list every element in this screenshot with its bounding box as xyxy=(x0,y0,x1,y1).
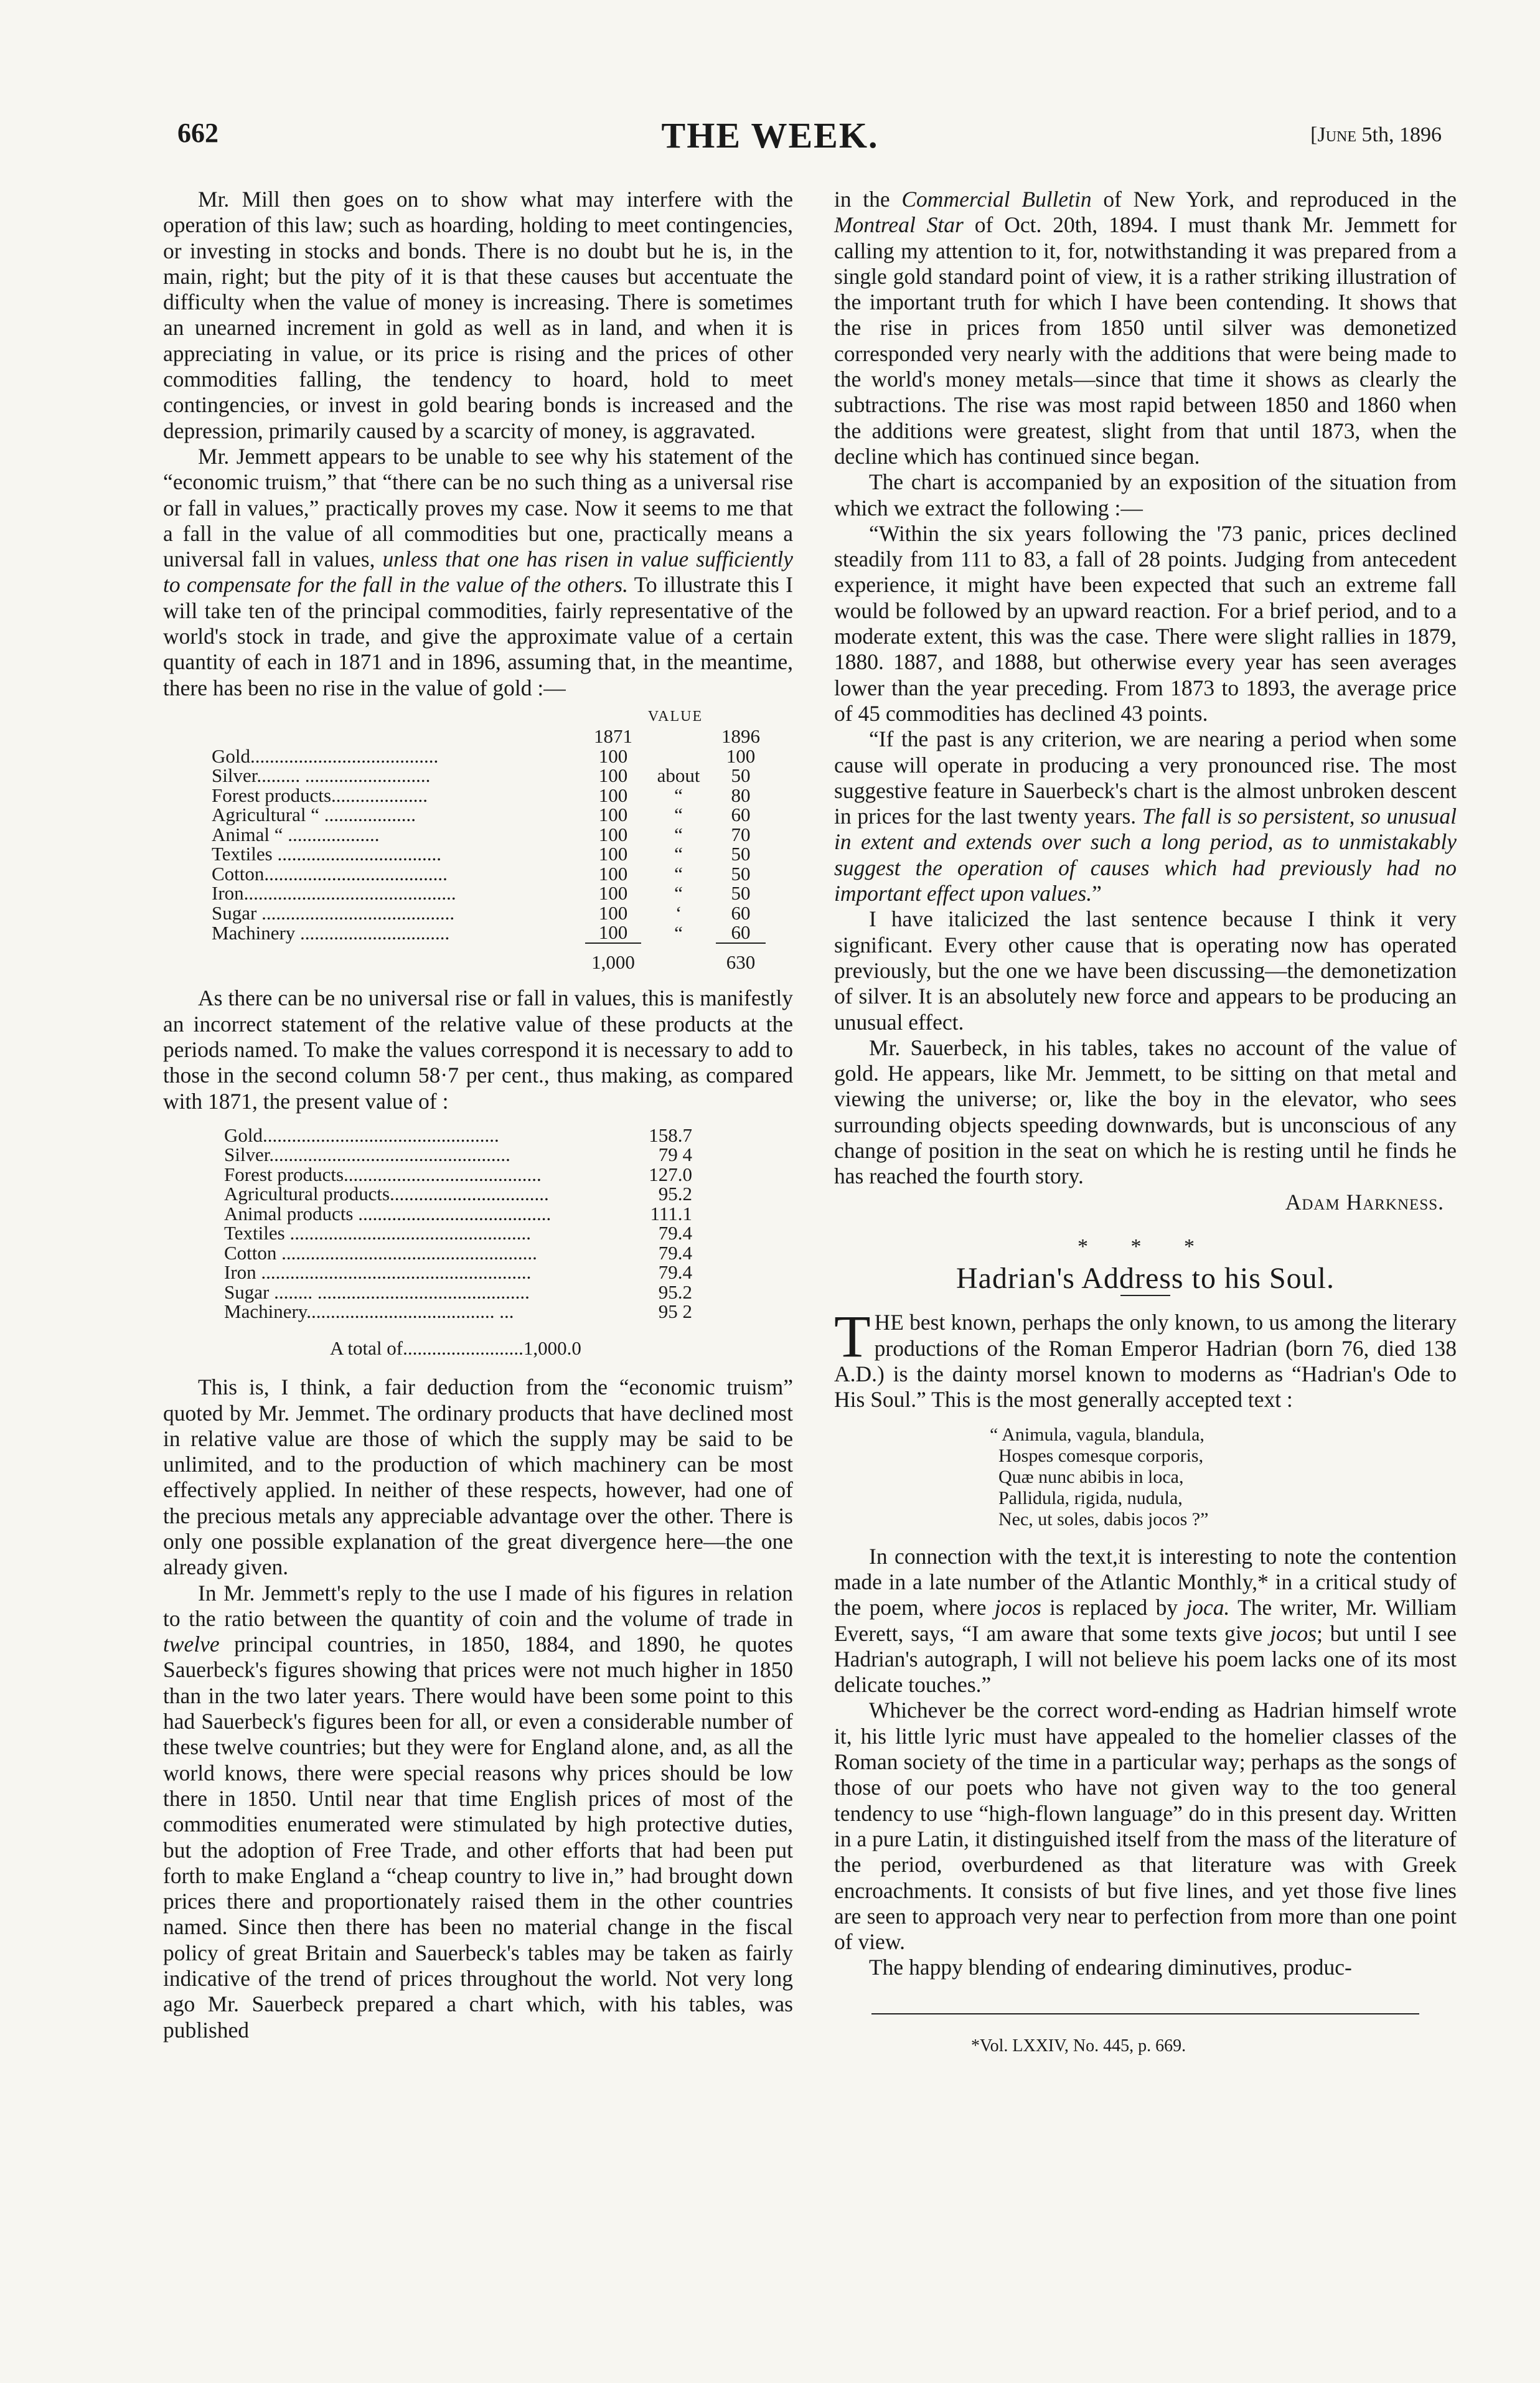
quote-2-text-a: “If the past is any criterion, we are nearing a period when some cause will operate in producing a very pronounced rise. The most suggestive feature in Sauerbeck's chart is the almost unbroken descent in prices for the last twenty years. xyxy=(834,726,1457,829)
left-paragraph-1: Mr. Mill then goes on to show what may interfere with the operation of this law; such as hoarding, holding to meet contingencies, or investing in stocks and bonds. There is no doubt but he is, in the main, right; but the pity of it is that these causes but accentuate the difficulty when the value of money is increasing. There is sometimes an unearned increment in gold as well as in land, and when it is appreciating in value, or its price is rising and the prices of other commodities falling, the tendency to hoard, hold to meet contingencies, or invest in gold bearing bonds is increased and the depression, primarily caused by a scarcity of money, is aggravated. xyxy=(163,187,793,443)
quote-paragraph-1: “Within the six years following the '73 panic, prices declined steadily from 111 to 83, a fall of 28 points. Judging from antecedent experience, it might have been expected that such an extreme fall would be followed by an upward reaction. For a brief period, and to a moderate extent, this was the case. There were slight rallies in 1879, 1880. 1887, and 1888, but otherwise every year has seen averages lower than the year preceding. From 1873 to 1893, the average price of 45 commodities has declined 43 points. xyxy=(834,520,1457,726)
table-row: Sugar ........................................ 100 ‘ 60 xyxy=(212,901,751,924)
poem-line: Nec, ut soles, dabis jocos ?” xyxy=(998,1508,1209,1530)
table-row: Textiles .................................. 100 “ 50 xyxy=(212,843,751,865)
table-row: Textiles .................................................. 79.4 xyxy=(224,1222,692,1244)
right-p1-text-c: of Oct. 20th, 1894. I must thank Mr. Jemmett for calling my attention to it, for, notwithstanding it was prepared from a single gold standard point of view, it is a rather striking illustration of the important truth for which I have been contending. It shows that the rise in prices from 1850 until silver was demonetized corresponded very nearly with the additions that were being made to the world's money metals—since that time it shows as clearly the subtractions. The rise was most rapid between 1850 and 1860 when the additions were greatest, slight from that until 1873, when the decline which has continued since began. xyxy=(834,212,1457,469)
right-paragraph-3: I have italicized the last sentence because I think it very significant. Every other cause that is operating now has operated previously, but the one we have been discussing—the demonetization of silver. It is an absolutely new force and appears to be producing an unusual effect. xyxy=(834,906,1457,1035)
dateline-bracket: [ xyxy=(1310,123,1318,146)
article-p1-text: HE best known, perhaps the only known, to us among the literary productions of the Roman Emperor Hadrian (born 76, died 138 A.D.) is the dainty morsel known to moderns as “Hadrian's Ode to His Soul.” This is the most generally accepted text : xyxy=(834,1310,1457,1412)
page-header xyxy=(0,117,1540,167)
present-value-table xyxy=(224,1126,692,1322)
right-p1-italic-2: Montreal Star xyxy=(834,212,964,238)
footnote: *Vol. LXXIV, No. 445, p. 669. xyxy=(971,2036,1186,2056)
right-paragraph-1 xyxy=(834,187,1457,469)
dateline-month: June xyxy=(1317,123,1357,146)
table-row: Sugar ........ ............................................ 95.2 xyxy=(224,1281,692,1303)
section-separator: * * * xyxy=(1078,1234,1213,1258)
present-total: A total of.........................1,000.0 xyxy=(330,1337,581,1359)
table-row: Animal “ ................... 100 “ 70 xyxy=(212,823,751,845)
drop-cap: T xyxy=(834,1303,871,1370)
poem-line: Quæ nunc abibis in loca, xyxy=(998,1466,1184,1487)
article-p2-text-c: The writer, Mr. William Everett, says, “I am aware that some texts give xyxy=(834,1595,1457,1646)
total-1896: 630 xyxy=(716,943,766,972)
left-p5-text-a: In Mr. Jemmett's reply to the use I made of his figures in relation to the ratio between the quantity of coin and the volume of trade in xyxy=(163,1580,793,1631)
page-number: 662 xyxy=(177,118,218,148)
article-paragraph-4: The happy blending of endearing diminutives, produc- xyxy=(869,1955,1352,1980)
left-paragraph-4: This is, I think, a fair deduction from the “economic truism” quoted by Mr. Jemmet. The ordinary products that have declined most in relative value are those of which the supply may be said to be unlimited, and to the production of which machinery can be most effectively applied. In neither of these respects, however, had one of the precious metals any appreciable advantage over the other. There is only one possible explanation of the great divergence here—the one already given. xyxy=(163,1375,793,1580)
article-title: Hadrian's Address to his Soul. xyxy=(956,1262,1335,1295)
total-1871: 1,000 xyxy=(585,943,641,972)
article-p2-italic-2: joca. xyxy=(1186,1595,1230,1620)
poem-line: Hospes comesque corporis, xyxy=(998,1445,1204,1466)
article-paragraph-1 xyxy=(834,1303,1457,1412)
dateline-rest: 5th, 1896 xyxy=(1356,123,1442,146)
dateline xyxy=(1310,123,1442,147)
left-p5-text-b: principal countries, in 1850, 1884, and 1890, he quotes Sauerbeck's figures showing that prices were not much higher in 1850 than in the two later years. There would have been some point to this had Sauerbeck's figures been for all, or even a considerable number of these twelve countries; but they were for England alone, and, as all the world knows, there were special reasons why prices should be low there in 1850. Until near that time English prices of most of the commodities enumerated were stimulated by high protective duties, but the adoption of Free Trade, and other efforts that had been put forth to make England a “cheap country to live in,” had brought down prices there and proportionately raised them in the other countries named. Since then there has been no material change in the fiscal policy of great Britain and Sauerbeck's tables may be taken as fairly indicative of the trend of prices throughout the world. Not very long ago Mr. Sauerbeck prepared a chart which, with his tables, was published xyxy=(163,1632,793,2042)
right-column xyxy=(834,187,1457,2059)
poem-line: Pallidula, rigida, nudula, xyxy=(998,1487,1183,1508)
quote-2-italic: The fall is so persistent, so unusual in extent and extends over such a long period, as to unmistakably suggest the operation of causes which had previously had no important effect upon values. xyxy=(834,804,1457,906)
article-p2-italic-1: jocos xyxy=(994,1595,1041,1620)
latin-poem xyxy=(990,1424,1457,1530)
table-row: Forest products.................... 100 “ 80 xyxy=(212,784,751,806)
article-p2-italic-3: jocos xyxy=(1270,1620,1317,1646)
right-p1-italic-1: Commercial Bulletin xyxy=(901,187,1092,212)
table-row: Agricultural “ ................... 100 “ 60 xyxy=(212,804,751,826)
right-paragraph-2: The chart is accompanied by an exposition of the situation from which we extract the following :— xyxy=(834,469,1457,520)
quote-2-text-b: ” xyxy=(1092,881,1102,906)
article-p2-text-a: In connection with the text,it is interesting to note the contention made in a late number of the Atlantic Monthly,* in a critical study of the poem, where xyxy=(834,1543,1457,1620)
table-row: Cotton ..................................................... 79.4 xyxy=(224,1241,692,1264)
left-p2-text-a: Mr. Jemmett appears to be unable to see why his statement of the “economic truism,” that “there can be no such thing as a universal rise or fall in values,” practically proves my case. Now it seems to me that a fall in the value of all commodities but one, practically means a universal fall in values, xyxy=(163,443,793,572)
left-p2-text-b: To illustrate this I will take ten of the principal commodities, fairly representative of the world's stock in trade, and give the approximate value of a certain quantity of each in 1871 and in 1896, assuming that, in the meantime, there has been no rise in the value of gold :— xyxy=(163,572,793,700)
table-row: Silver.................................................. 79 4 xyxy=(224,1144,692,1166)
value-table-total-row xyxy=(212,943,766,972)
left-paragraph-5 xyxy=(163,1581,793,2043)
left-column xyxy=(163,187,793,2043)
table-row: Gold................................................. 158.7 xyxy=(224,1124,692,1146)
left-p2-italic: unless that one has risen in value sufficiently to compensate for the fall in the value of the others. xyxy=(163,547,793,598)
table-row: Silver......... .......................... 100 about 50 xyxy=(212,764,751,787)
table-row: Iron............................................ 100 “ 50 xyxy=(212,882,751,905)
value-table xyxy=(212,707,766,972)
author-signature: Adam Harkness. xyxy=(1285,1189,1444,1215)
value-table-year-row xyxy=(212,726,766,746)
left-p5-italic: twelve xyxy=(163,1632,220,1657)
table-row: Machinery ............................... 100 “ 60 xyxy=(212,921,751,944)
article-paragraph-2 xyxy=(834,1544,1457,1698)
table-row: Forest products......................................... 127.0 xyxy=(224,1163,692,1185)
article-p2-text-d: ; but until I see Hadrian's autograph, I will not believe his poem lacks one of its most delicate touches.” xyxy=(834,1620,1457,1698)
table-row: Machinery....................................... ... 95 2 xyxy=(224,1300,692,1323)
right-p1-text-b: of New York, and reproduced in the xyxy=(1091,187,1457,212)
footnote-rule xyxy=(871,2013,1419,2014)
masthead: THE WEEK. xyxy=(661,115,879,156)
table-row: Iron ........................................................ 79.4 xyxy=(224,1261,692,1284)
right-paragraph-4: Mr. Sauerbeck, in his tables, takes no account of the value of gold. He appears, like Mr. Jemmett, to be sitting on that metal and viewing the universe; or, like the boy in the elevator, who sees surrounding objects speeding downwards, but is unconscious of any change of position in the seat on which he is resting until he finds he has reached the fourth story. xyxy=(834,1035,1457,1189)
value-heading: VALUE xyxy=(647,708,703,725)
year-1896: 1896 xyxy=(721,725,760,748)
table-row: Gold....................................... 100 100 xyxy=(212,745,756,767)
left-paragraph-3: As there can be no universal rise or fall in values, this is manifestly an incorrect statement of the relative value of these products at the periods named. To make the values correspond it is necessary to add to those in the second column 58·7 per cent., thus making, as compared with 1871, the present value of : xyxy=(163,985,793,1114)
poem-line: “ Animula, vagula, blandula, xyxy=(990,1424,1204,1445)
article-paragraph-3: Whichever be the correct word-ending as Hadrian himself wrote it, his little lyric must have appealed to the homelier classes of the Roman society of the time in a particular way; perhaps as the songs of those of our poets who have not given way to the too general tendency to use “high-flown language” do in this present day. Written in a pure Latin, it distinguished itself from the mass of the literature of the period, overburdened as that literature was with Greek encroachments. It consists of but five lines, and yet those five lines are seen to approach very near to perfection from more than one point of view. xyxy=(834,1698,1457,1955)
table-row: Agricultural products................................. 95.2 xyxy=(224,1183,692,1205)
left-paragraph-2 xyxy=(163,444,793,701)
right-p1-text-a: in the xyxy=(834,187,902,212)
table-row: Cotton...................................... 100 “ 50 xyxy=(212,862,751,885)
table-row: Animal products ........................................ 111.1 xyxy=(224,1202,692,1224)
year-1871: 1871 xyxy=(594,725,632,748)
article-p2-text-b: is replaced by xyxy=(1041,1595,1186,1620)
value-table-heading-row xyxy=(212,707,766,727)
quote-paragraph-2 xyxy=(834,726,1457,906)
title-rule xyxy=(1120,1295,1170,1296)
